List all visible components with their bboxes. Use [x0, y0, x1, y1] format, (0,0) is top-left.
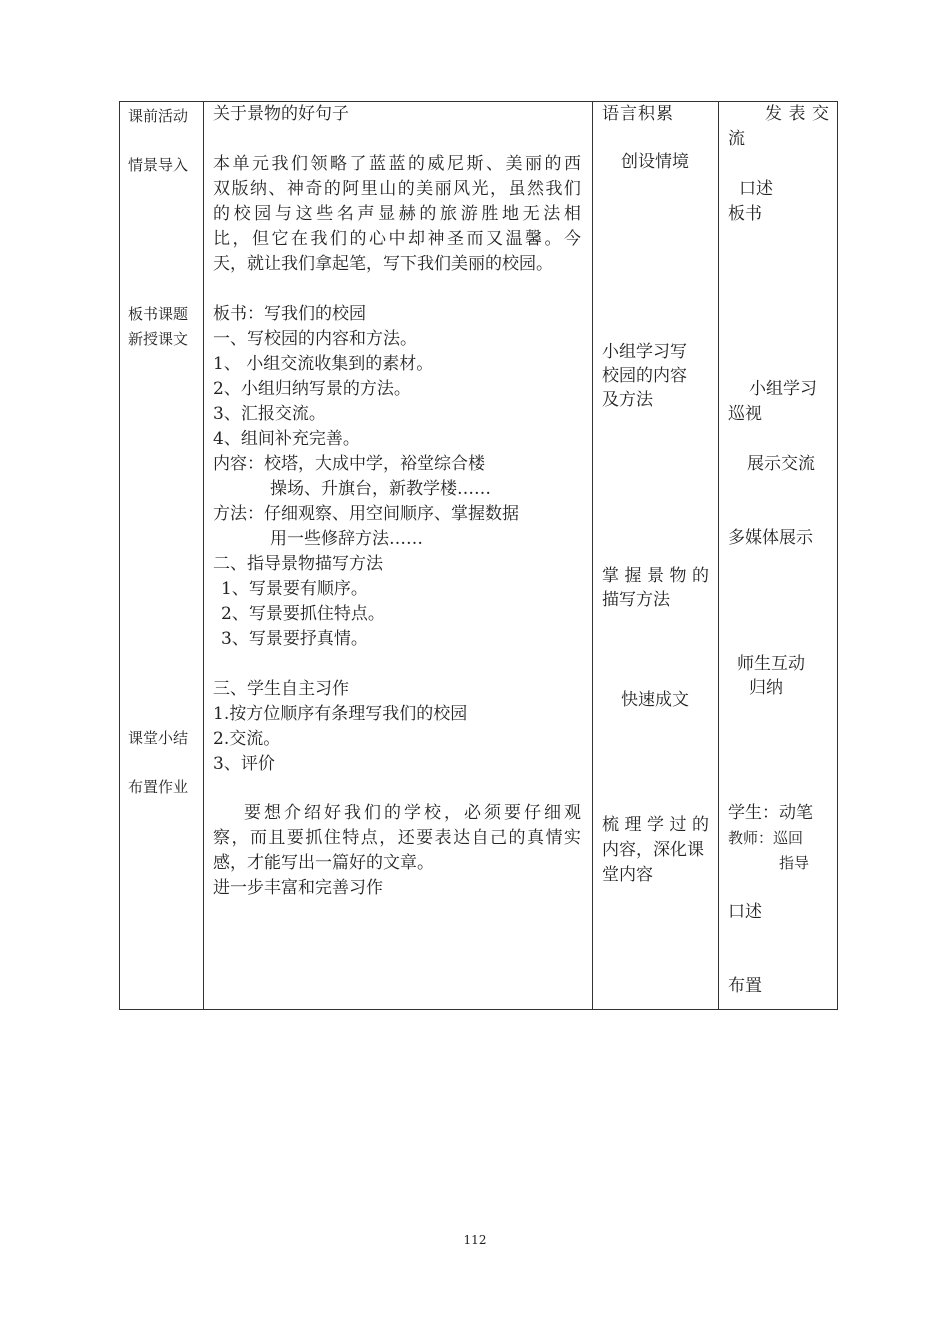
method-oral: 口述: [728, 902, 762, 922]
method-multimedia: 多媒体展示: [728, 528, 813, 548]
list-item: 1.按方位顺序有条理写我们的校园: [213, 704, 468, 724]
board-title: 板书：写我们的校园: [213, 304, 366, 324]
goal-group: 校园的内容: [602, 366, 687, 386]
section-heading: 三、学生自主习作: [213, 679, 349, 699]
goal-master: 掌 握 景 物 的: [602, 566, 709, 586]
content-heading: 关于景物的好句子: [213, 104, 349, 124]
method-line: 方法：仔细观察、用空间顺序、掌握数据: [213, 504, 519, 524]
homework-line: 进一步丰富和完善习作: [213, 878, 383, 898]
goal-column: [593, 102, 719, 1010]
intro-line: 比 ， 但 它 在 我 们 的 心 中 却 神 圣 而 又 温 馨 。 今: [213, 229, 581, 249]
intro-line: 的 校 园 与 这 些 名 声 显 赫 的 旅 游 胜 地 无 法 相: [213, 204, 581, 224]
method-line: 用一些修辞方法……: [270, 529, 423, 549]
list-item: 2.交流。: [213, 729, 281, 749]
method-teacher: 教师：巡回: [728, 829, 804, 847]
stage-summary: 课堂小结: [128, 729, 189, 747]
summary-line: 要 想 介 绍 好 我 们 的 学 校 ， 必 须 要 仔 细 观: [244, 803, 581, 823]
method-publish: 流: [728, 129, 745, 149]
goal-master: 描写方法: [602, 590, 670, 610]
content-column: [204, 102, 593, 1010]
method-oral: 口述: [739, 179, 773, 199]
content-line: 内容：校塔，大成中学，裕堂综合楼: [213, 454, 485, 474]
list-item: 2、小组归纳写景的方法。: [213, 379, 411, 399]
stage-new-lesson: 新授课文: [128, 330, 189, 348]
page-number: 112: [463, 1233, 487, 1247]
goal-quick: 快速成文: [621, 690, 689, 710]
goal-review: 内容，深化课: [602, 840, 704, 860]
list-item: 2、写景要抓住特点。: [221, 604, 385, 624]
method-induce: 归纳: [749, 678, 783, 698]
stage-intro: 情景导入: [128, 156, 189, 174]
list-item: 1、写景要有顺序。: [221, 579, 368, 599]
goal-group: 及方法: [602, 390, 653, 410]
method-column: [719, 102, 838, 1010]
list-item: 4、组间补充完善。: [213, 429, 360, 449]
section-heading: 二、指导景物描写方法: [213, 554, 383, 574]
summary-line: 察 ， 而 且 要 抓 住 特 点 ， 还 要 表 达 自 己 的 真 情 实: [213, 828, 581, 848]
method-interact: 师生互动: [737, 654, 805, 674]
goal-review: 梳 理 学 过 的: [602, 815, 709, 835]
intro-line: 本 单 元 我 们 领 略 了 蓝 蓝 的 威 尼 斯 、 美 丽 的 西: [213, 154, 581, 174]
stage-title-topic: 板书课题: [128, 305, 189, 323]
method-group-study: 小组学习: [749, 379, 817, 399]
stage-column: [120, 102, 204, 1010]
content-line: 操场、升旗台，新教学楼……: [270, 479, 491, 499]
goal-language: 语言积累: [602, 104, 674, 124]
method-assign: 布置: [728, 976, 762, 996]
list-item: 1、 小组交流收集到的素材。: [213, 354, 434, 374]
goal-review: 堂内容: [602, 865, 653, 885]
method-guide: 指导: [779, 854, 810, 872]
list-item: 3、汇报交流。: [213, 404, 326, 424]
intro-line: 天，就让我们拿起笔，写下我们美丽的校园。: [213, 254, 553, 274]
goal-group: 小组学习写: [602, 342, 687, 362]
stage-pre-activity: 课前活动: [128, 107, 189, 125]
section-heading: 一、写校园的内容和方法。: [213, 329, 417, 349]
method-patrol: 巡视: [728, 404, 762, 424]
intro-line: 双 版 纳 、 神 奇 的 阿 里 山 的 美 丽 风 光 ， 虽 然 我 们: [213, 179, 581, 199]
method-student: 学生：动笔: [728, 803, 813, 823]
stage-homework: 布置作业: [128, 778, 189, 796]
list-item: 3、评价: [213, 754, 275, 774]
lesson-plan-table: [119, 101, 838, 1010]
goal-scene: 创设情境: [621, 152, 689, 172]
list-item: 3、写景要抒真情。: [221, 629, 368, 649]
summary-line: 感，才能写出一篇好的文章。: [213, 853, 434, 873]
method-publish: 发 表 交: [765, 104, 829, 124]
method-display: 展示交流: [747, 454, 815, 474]
method-board: 板书: [728, 204, 762, 224]
